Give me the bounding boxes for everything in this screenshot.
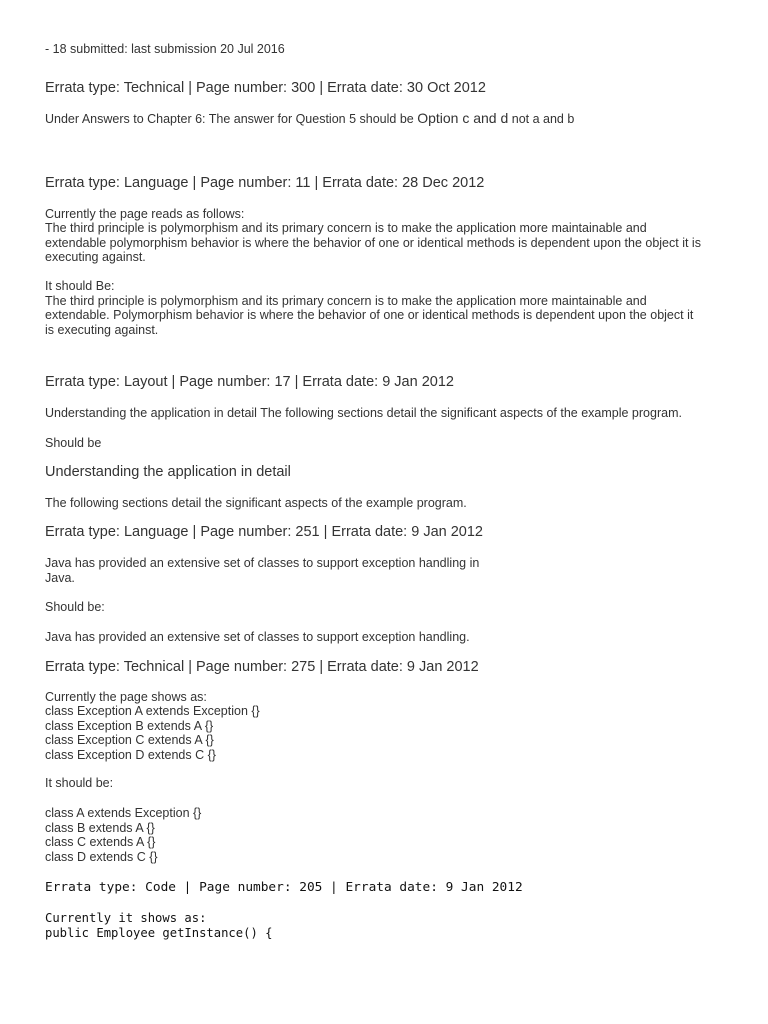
- errata-should-label: Should be:: [45, 600, 105, 615]
- errata-should-text: The third principle is polymorphism and its primary concern is to make the application more maintainable and extendable. Polymorphism behavior is where the behavior of one or identical methods is dependent upon the object it is executing against.: [45, 293, 694, 337]
- errata-current-text: [45, 556, 705, 585]
- errata-current-code: [45, 911, 705, 941]
- errata-should-label: It should Be:: [45, 278, 115, 293]
- errata-heading: Errata type: Technical | Page number: 275 | Errata date: 9 Jan 2012: [45, 658, 479, 675]
- code-line: class D extends C {}: [45, 849, 158, 864]
- errata-heading: Errata type: Layout | Page number: 17 | Errata date: 9 Jan 2012: [45, 374, 454, 391]
- code-line: public Employee getInstance() {: [45, 926, 273, 941]
- errata-current-label: Currently the page shows as:: [45, 689, 207, 704]
- errata-should-code: [45, 806, 705, 864]
- code-line: class Exception B extends A {}: [45, 718, 214, 733]
- errata-current-label: Currently it shows as:: [45, 911, 207, 926]
- errata-heading: Errata type: Language | Page number: 11 | Errata date: 28 Dec 2012: [45, 174, 485, 191]
- errata-should-heading: Understanding the application in detail: [45, 463, 291, 480]
- errata-heading: Errata type: Technical | Page number: 300 | Errata date: 30 Oct 2012: [45, 80, 486, 96]
- code-line: class C extends A {}: [45, 835, 156, 850]
- submission-summary: - 18 submitted: last submission 20 Jul 2016: [45, 42, 285, 56]
- code-line: class Exception C extends A {}: [45, 733, 214, 748]
- errata-current-line: Java has provided an extensive set of classes to support exception handling in: [45, 556, 480, 571]
- code-line: class B extends A {}: [45, 820, 155, 835]
- errata-heading: Errata type: Code | Page number: 205 | Errata date: 9 Jan 2012: [45, 880, 523, 896]
- errata-should-text: The following sections detail the significant aspects of the example program.: [45, 495, 467, 510]
- errata-should-label: It should be:: [45, 776, 114, 791]
- code-line: class Exception D extends C {}: [45, 747, 216, 762]
- errata-body-text: not a and b: [508, 112, 575, 126]
- errata-document: [45, 42, 705, 941]
- errata-current-line: Java.: [45, 570, 75, 585]
- errata-current-label: Currently the page reads as follows:: [45, 206, 245, 221]
- errata-current-text: The third principle is polymorphism and its primary concern is to make the application more maintainable and extendable polymorphism behavior is where the behavior of one or identical methods is dependent upon the object it is executing against.: [45, 221, 701, 265]
- errata-option-text: Option c and d: [417, 110, 509, 126]
- code-line: class Exception A extends Exception {}: [45, 704, 260, 719]
- errata-current-code: [45, 704, 705, 762]
- errata-body: [45, 111, 705, 127]
- errata-should-label: Should be: [45, 435, 102, 450]
- errata-heading: Errata type: Language | Page number: 251 | Errata date: 9 Jan 2012: [45, 524, 483, 541]
- errata-body-text: Under Answers to Chapter 6: The answer for Question 5 should be: [45, 112, 418, 126]
- code-line: class A extends Exception {}: [45, 806, 202, 821]
- errata-should-text: Java has provided an extensive set of classes to support exception handling.: [45, 629, 470, 644]
- errata-current-text: Understanding the application in detail The following sections detail the significant aspects of the example program.: [45, 406, 682, 421]
